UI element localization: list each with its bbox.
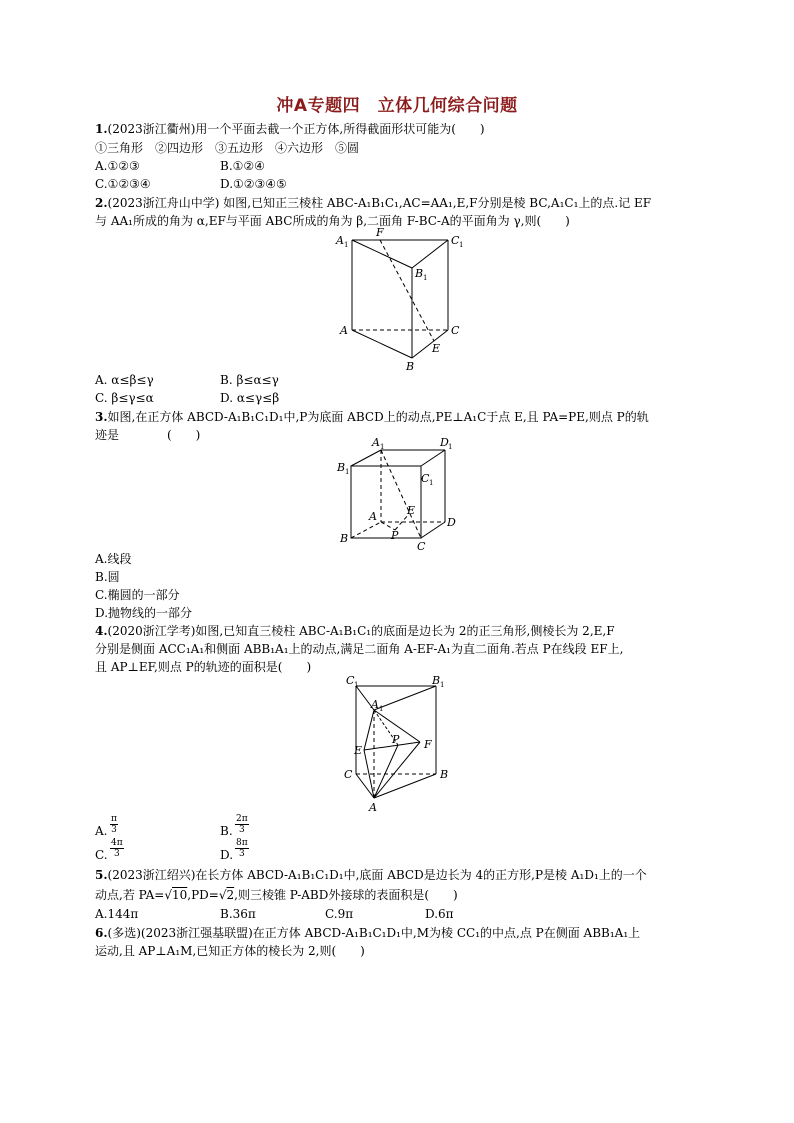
q6-text-1: (多选)(2023浙江强基联盟)在正方体 ABCD-A₁B₁C₁D₁中,M为棱 CC₁的中点,点 P在侧面 ABB₁A₁上 [107, 926, 641, 940]
q3-label-d1: D [440, 438, 449, 449]
q4-option-a-fraction [110, 814, 118, 835]
q4-label-c1: C [346, 674, 355, 687]
q4-stem-line1 [95, 622, 615, 640]
q4-option-c[interactable] [95, 846, 108, 864]
q4-stem-line3: 且 AP⊥EF,则点 P的轨迹的面积是( ) [95, 660, 312, 674]
q2-label-b: B [406, 360, 415, 373]
q4-label-a1-sub: 1 [379, 705, 384, 713]
q4-label-a: A [369, 801, 377, 814]
q4-option-a-letter: A. [95, 824, 108, 838]
q2-stem-line2: 与 AA₁所成的角为 α,EF与平面 ABC所成的角为 β,二面角 F-BC-A的平面角为 γ,则( ) [95, 214, 570, 228]
q5-text-2c: ,则三棱锥 P-ABD外接球的表面积是( ) [234, 888, 458, 902]
q2-prism-figure [330, 228, 470, 373]
q4-option-b-letter: B. [220, 824, 233, 838]
q2-label-c: C [451, 324, 460, 337]
q5-text-2a: 动点,若 PA= [95, 888, 165, 902]
q4-prism-figure [340, 672, 460, 814]
q5-text-1: (2023浙江绍兴)在长方体 ABCD-A₁B₁C₁D₁中,底面 ABCD是边长为 4的正方形,P是棱 A₁D₁上的一个 [107, 868, 647, 882]
q1-option-b[interactable]: B.①②④ [220, 159, 265, 173]
q4-label-f: F [424, 738, 432, 751]
q3-label-d1-sub: 1 [448, 443, 453, 451]
q5-sqrt-2: 2 [226, 888, 235, 902]
q2-option-d[interactable]: D. α≤γ≤β [220, 391, 280, 405]
q3-label-d: D [447, 516, 456, 529]
q5-number: 5. [95, 868, 108, 882]
q3-label-c: C [417, 540, 426, 553]
q3-label-b1-sub: 1 [345, 468, 350, 476]
q4-option-a[interactable] [95, 822, 107, 840]
q2-label-c1-sub: 1 [459, 241, 464, 249]
q4-frac-b-num: 2π [236, 814, 248, 824]
q5-option-b[interactable]: B.36π [220, 907, 256, 921]
q4-number: 4. [95, 624, 108, 638]
q1-option-c[interactable]: C.①②③④ [95, 177, 151, 191]
q2-option-b[interactable]: B. β≤α≤γ [220, 373, 279, 387]
q4-option-c-fraction [110, 838, 124, 859]
q4-label-e: E [354, 744, 363, 757]
q6-stem-line1 [95, 924, 640, 942]
q3-stem-line1 [95, 408, 649, 426]
q2-label-a1-sub: 1 [344, 241, 349, 249]
q3-label-a: A [369, 510, 377, 523]
q3-label-b: B [340, 532, 349, 545]
q4-label-c: C [344, 768, 353, 781]
q4-frac-d-num: 8π [236, 838, 248, 848]
q1-text: (2023浙江衢州)用一个平面去截一个正方体,所得截面形状可能为( ) [107, 122, 485, 136]
q2-text-1: (2023浙江舟山中学) 如图,已知正三棱柱 ABC-A₁B₁C₁,AC=AA₁,E,F分别是棱 BC,A₁C₁上的点.记 EF [107, 196, 652, 210]
q4-text-1: (2020浙江学考)如图,已知直三棱柱 ABC-A₁B₁C₁的底面是边长为 2的正三角形,侧棱长为 2,E,F [107, 624, 615, 638]
q5-stem-line1 [95, 866, 647, 884]
q4-label-b1-sub: 1 [440, 681, 445, 689]
q1-option-d[interactable]: D.①②③④⑤ [220, 177, 287, 191]
q3-label-a1-sub: 1 [380, 443, 385, 451]
q4-frac-a-num: π [111, 814, 117, 824]
q3-label-c1-sub: 1 [429, 479, 434, 487]
q4-frac-b-den: 3 [238, 825, 245, 835]
q2-number: 2. [95, 196, 108, 210]
q3-label-c1: C [421, 472, 430, 485]
q3-stem-line2: 迹是 ( ) [95, 428, 201, 442]
q2-label-a1: A [336, 234, 344, 247]
q2-option-a[interactable]: A. α≤β≤γ [95, 373, 154, 387]
q5-text-2b: ,PD= [187, 888, 219, 902]
q3-option-a[interactable]: A.线段 [95, 552, 132, 566]
q2-label-b1-sub: 1 [423, 274, 428, 282]
q2-label-f: F [376, 228, 384, 239]
q3-label-e: E [407, 504, 416, 517]
q4-option-d-fraction [235, 838, 249, 859]
q1-stem [95, 120, 485, 138]
q3-option-b[interactable]: B.圆 [95, 570, 120, 584]
q4-label-b1: B [432, 674, 441, 687]
q1-number: 1. [95, 122, 108, 136]
q1-option-a[interactable]: A.①②③ [95, 159, 140, 173]
q5-option-c[interactable]: C.9π [325, 907, 354, 921]
q4-label-c1-sub: 1 [354, 681, 359, 689]
q3-option-c[interactable]: C.椭圆的一部分 [95, 588, 180, 602]
q1-items: ①三角形 ②四边形 ③五边形 ④六边形 ⑤圆 [95, 141, 360, 155]
q4-option-b-fraction [235, 814, 249, 835]
q2-stem-line1 [95, 194, 651, 212]
q2-label-c1: C [451, 234, 460, 247]
q4-frac-c-num: 4π [111, 838, 123, 848]
q2-label-e: E [432, 342, 441, 355]
q2-option-c[interactable]: C. β≤γ≤α [95, 391, 154, 405]
q4-frac-a-den: 3 [111, 825, 117, 835]
page-title: 冲A专题四 立体几何综合问题 [276, 96, 518, 116]
q3-label-p: P [391, 529, 399, 542]
q4-label-a1: A [371, 698, 379, 711]
q4-option-d[interactable] [220, 846, 233, 864]
q2-label-a: A [340, 324, 348, 337]
q3-text-1: 如图,在正方体 ABCD-A₁B₁C₁D₁中,P为底面 ABCD上的动点,PE⊥A₁C于点 E,且 PA=PE,则点 P的轨 [107, 410, 649, 424]
q3-option-d[interactable]: D.抛物线的一部分 [95, 606, 193, 620]
q2-label-b1: B [415, 267, 424, 280]
q4-frac-c-den: 3 [113, 849, 120, 859]
q4-option-d-letter: D. [220, 848, 234, 862]
q5-option-a[interactable]: A.144π [95, 907, 139, 921]
q4-label-p: P [392, 733, 400, 746]
q6-number: 6. [95, 926, 108, 940]
q4-option-c-letter: C. [95, 848, 108, 862]
q6-stem-line2: 运动,且 AP⊥A₁M,已知正方体的棱长为 2,则( ) [95, 944, 365, 958]
q5-sqrt-10: 10 [171, 888, 188, 902]
q5-stem-line2: 动点,若 PA=√10,PD=√2,则三棱锥 P-ABD外接球的表面积是( ) [95, 888, 458, 902]
q3-label-a1: A [372, 438, 380, 449]
q3-label-b1: B [337, 461, 346, 474]
q4-frac-d-den: 3 [238, 849, 245, 859]
q4-stem-line2: 分别是侧面 ACC₁A₁和侧面 ABB₁A₁上的动点,满足二面角 A-EF-A₁为直二面角.若点 P在线段 EF上, [95, 642, 624, 656]
q4-label-b: B [440, 768, 449, 781]
q5-option-d[interactable]: D.6π [425, 907, 454, 921]
q4-option-b[interactable] [220, 822, 233, 840]
q3-cube-figure [335, 438, 465, 553]
q3-number: 3. [95, 410, 108, 424]
